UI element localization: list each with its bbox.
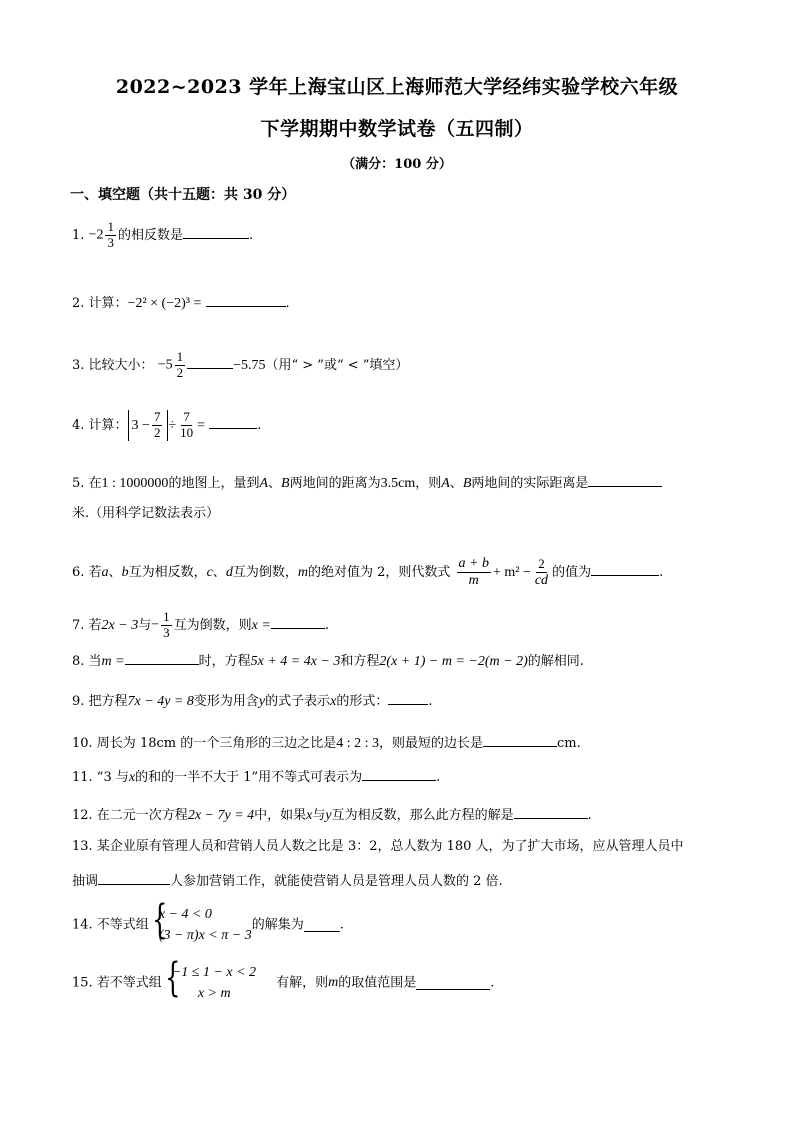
question-number: 3. 比较大小： — [72, 357, 154, 373]
answer-blank[interactable] — [362, 768, 436, 781]
question-1: 1. −2 $\frac{1}{3}$ 的相反数是 . — [72, 219, 254, 250]
question-number: 1. — [72, 227, 85, 243]
answer-blank[interactable] — [209, 416, 257, 429]
map-scale: 1 : 1000000 — [101, 476, 169, 491]
math-fraction: $\frac{a + b}{m}$ — [458, 556, 489, 589]
answer-blank[interactable] — [183, 226, 249, 239]
math-expression: −2² × (−2)³ = — [127, 296, 202, 311]
question-14: 14. 不等式组 { x − 4 < 0 (3 − π)x < π − 3的解集为 . — [72, 904, 344, 946]
question-2: 2. 计算：−2² × (−2)³ = . — [72, 296, 290, 311]
inequality-system: { −1 ≤ 1 − x < 2 x > m — [164, 955, 257, 1001]
brace-icon: { — [151, 897, 168, 943]
question-3 — [72, 350, 408, 381]
question-5: 5. 在1 : 1000000的地图上，量到A、B两地间的距离为3.5cm，则A、B两地间的实际距离是 — [72, 474, 662, 491]
answer-blank[interactable] — [271, 616, 325, 629]
math-integer: −2 — [88, 227, 104, 243]
exam-title-line1: 2022~2023 学年上海宝山区上海师范大学经纬实验学校六年级 — [115, 76, 679, 98]
question-number: 2. 计算： — [72, 296, 128, 311]
math-integer: −5 — [157, 357, 173, 373]
question-11: 11. “3 与x的和的一半不大于 1”用不等式可表示为 . — [72, 770, 441, 785]
question-13-line2: 抽调 人参加营销工作，就能使营销人员是管理人员人数的 2 倍. — [72, 874, 503, 889]
full-score: （满分：100 分） — [342, 157, 452, 172]
question-9: 9. 把方程7x − 4y = 8变形为用含y的式子表示x的形式： . — [72, 694, 433, 709]
answer-blank[interactable] — [588, 474, 662, 487]
answer-blank[interactable] — [514, 806, 588, 819]
math-fraction: $\frac{7}{10}$ — [180, 409, 194, 440]
math-fraction: $\frac{1}{2}$ — [176, 349, 184, 380]
math-value: −5.75 — [233, 357, 266, 373]
answer-blank[interactable] — [98, 872, 170, 885]
brace-icon: { — [164, 955, 181, 1001]
inequality-system: { x − 4 < 0 (3 − π)x < π − 3 — [151, 897, 252, 943]
math-fraction: $\frac{2}{cd}$ — [534, 555, 549, 588]
question-4: 4. 计算： 3 − $\frac{7}{2}$ ÷ $\frac{7}{10}$ = . — [72, 409, 262, 440]
math-fraction: $\frac{1}{3}$ — [107, 219, 114, 250]
question-6: 6. 若a、b互为相反数，c、d互为倒数，m的绝对值为 2，则代数式 $\frac{a + b}{m}$ + m² − $\frac{2}{cd}$ 的值为 . — [72, 555, 664, 589]
answer-blank[interactable] — [206, 294, 286, 307]
question-text: 的相反数是 — [117, 227, 183, 243]
exam-title-line2: 下学期期中数学试卷（五四制） — [260, 118, 534, 140]
question-13: 13. 某企业原有管理人员和营销人员人数之比是 3：2，总人数为 180 人，为了扩大市场，应从管理人员中 — [72, 839, 684, 854]
question-number: 4. 计算： — [72, 417, 128, 433]
question-15: 15. 若不等式组 { −1 ≤ 1 − x < 2 x > m有解，则m的取值范围是 . — [72, 962, 494, 1004]
section-heading: 一、填空题（共十五题：共 30 分） — [70, 187, 296, 203]
answer-blank[interactable] — [483, 734, 557, 747]
answer-blank[interactable] — [125, 652, 199, 665]
question-10: 10. 周长为 18cm 的一个三角形的三边之比是4 : 2 : 3，则最短的边长是 cm. — [72, 736, 581, 751]
map-distance: 3.5cm — [380, 476, 416, 491]
answer-blank[interactable] — [591, 563, 659, 576]
question-7: 7. 若2x − 3与− $\frac{1}{3}$ 互为倒数，则x = . — [72, 609, 329, 640]
answer-blank[interactable] — [416, 977, 490, 990]
answer-blank[interactable] — [187, 356, 233, 369]
question-note: （用“ > ”或“ < ”填空） — [265, 357, 409, 373]
question-8: 8. 当m = 时，方程5x + 4 = 4x − 3和方程2(x + 1) − m = −2(m − 2)的解相同. — [72, 654, 584, 669]
answer-blank[interactable] — [388, 692, 428, 705]
answer-blank[interactable] — [304, 919, 340, 932]
math-fraction: $\frac{1}{3}$ — [163, 609, 170, 640]
question-12: 12. 在二元一次方程2x − 7y = 4中，如果x与y互为相反数，那么此方程的解是 . — [72, 808, 592, 823]
question-5-line2: 米.（用科学记数法表示） — [72, 506, 220, 521]
absolute-value: 3 − $\frac{7}{2}$ — [128, 410, 169, 441]
